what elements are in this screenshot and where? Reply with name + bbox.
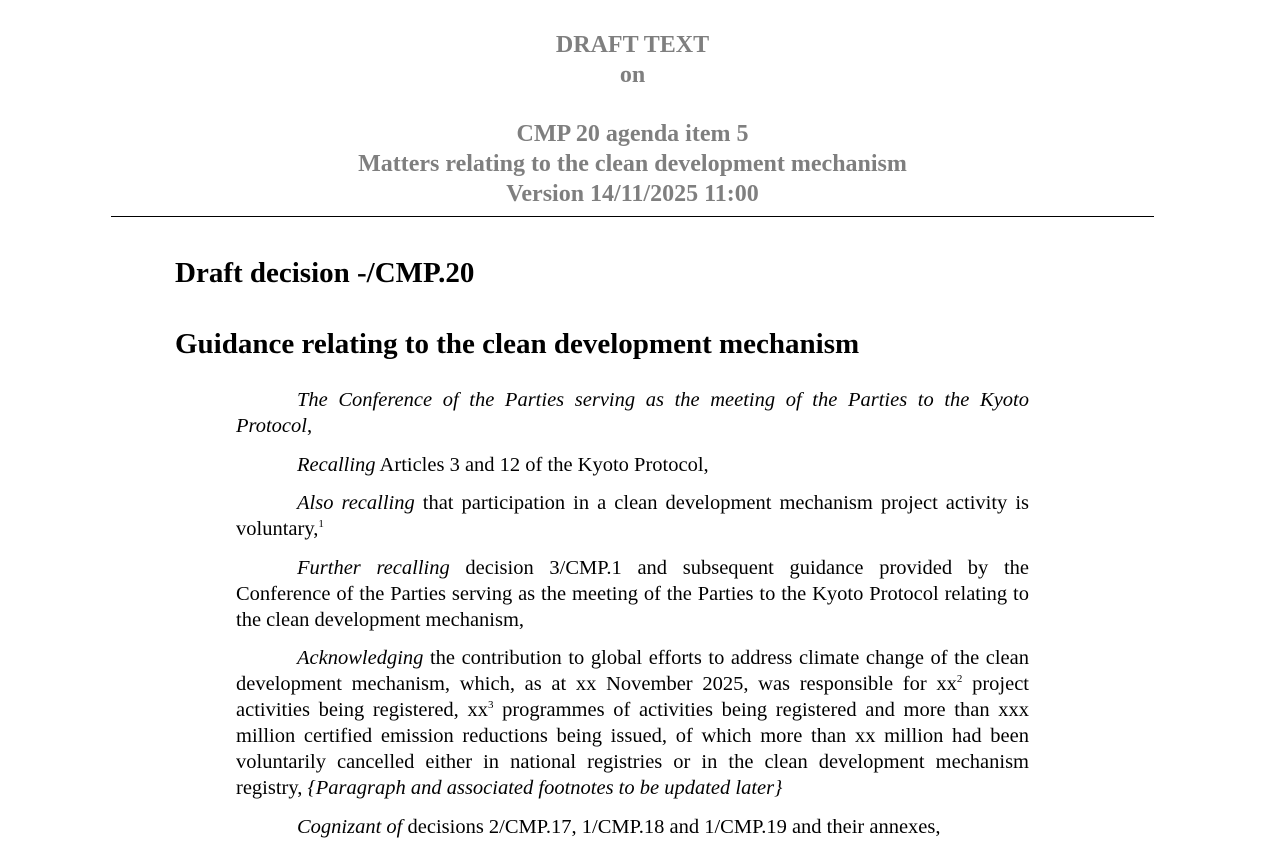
paragraph-text: project activities being registered, xx: [236, 673, 1029, 721]
paragraph-text: decision 3/CMP.1 and subsequent guidance provided by the Conference of the Parties serving as the meeting of the Parties to the Kyoto Protocol relating to the clean development mechanism,: [236, 556, 1029, 631]
paragraph-italic-lead: Cognizant of: [297, 815, 403, 838]
preamble-paragraph: [236, 814, 1029, 840]
header-divider: [111, 216, 1154, 217]
paragraph-italic-lead: Recalling: [297, 453, 376, 476]
document-header: [0, 30, 1265, 209]
paragraph-text: that participation in a clean development mechanism project activity is voluntary,: [236, 492, 1029, 540]
paragraph-text: ,: [306, 415, 313, 437]
paragraph-italic-lead: Also recalling: [297, 492, 415, 514]
preamble-paragraph: [236, 490, 1029, 542]
preamble-body: [236, 387, 1029, 852]
decision-heading: Draft decision -/CMP.20: [175, 257, 475, 289]
paragraph-text: the contribution to global efforts to address climate change of the clean development mechanism, which, as at xx November 2025, was responsible for xx: [236, 647, 1029, 695]
header-subject: Matters relating to the clean development mechanism: [358, 151, 907, 177]
preamble-paragraph: [236, 555, 1029, 633]
decision-title: Guidance relating to the clean development mechanism: [175, 328, 860, 360]
editorial-note: {Paragraph and associated footnotes to be updated later}: [307, 777, 783, 799]
preamble-paragraph: [236, 387, 1029, 439]
header-draft-text: DRAFT TEXT: [555, 32, 710, 58]
preamble-paragraph: [236, 452, 1029, 478]
footnote-ref[interactable]: 1: [318, 518, 324, 530]
header-on: on: [619, 62, 646, 88]
paragraph-text: decisions 2/CMP.17, 1/CMP.18 and 1/CMP.19 and their annexes,: [402, 815, 941, 838]
paragraph-text: programmes of activities being registered and more than xxx million certified emission reductions being issued, of which more than xx million had been voluntarily cancelled either in national registries or in the clean development mechanism registry,: [236, 699, 1029, 799]
footnote-ref[interactable]: 2: [956, 673, 963, 685]
footnote-ref[interactable]: 3: [487, 699, 494, 711]
header-agenda-item: CMP 20 agenda item 5: [516, 121, 749, 147]
paragraph-italic-lead: Further recalling: [297, 556, 450, 579]
preamble-paragraph: [236, 645, 1029, 801]
header-spacer: [0, 90, 1265, 119]
paragraph-italic-lead: The Conference of the Parties serving as the meeting of the Parties to the Kyoto Protocol: [236, 389, 1029, 437]
paragraph-italic-lead: Acknowledging: [297, 647, 424, 669]
paragraph-text: Articles 3 and 12 of the Kyoto Protocol,: [375, 453, 709, 476]
header-version: Version 14/11/2025 11:00: [506, 181, 759, 207]
